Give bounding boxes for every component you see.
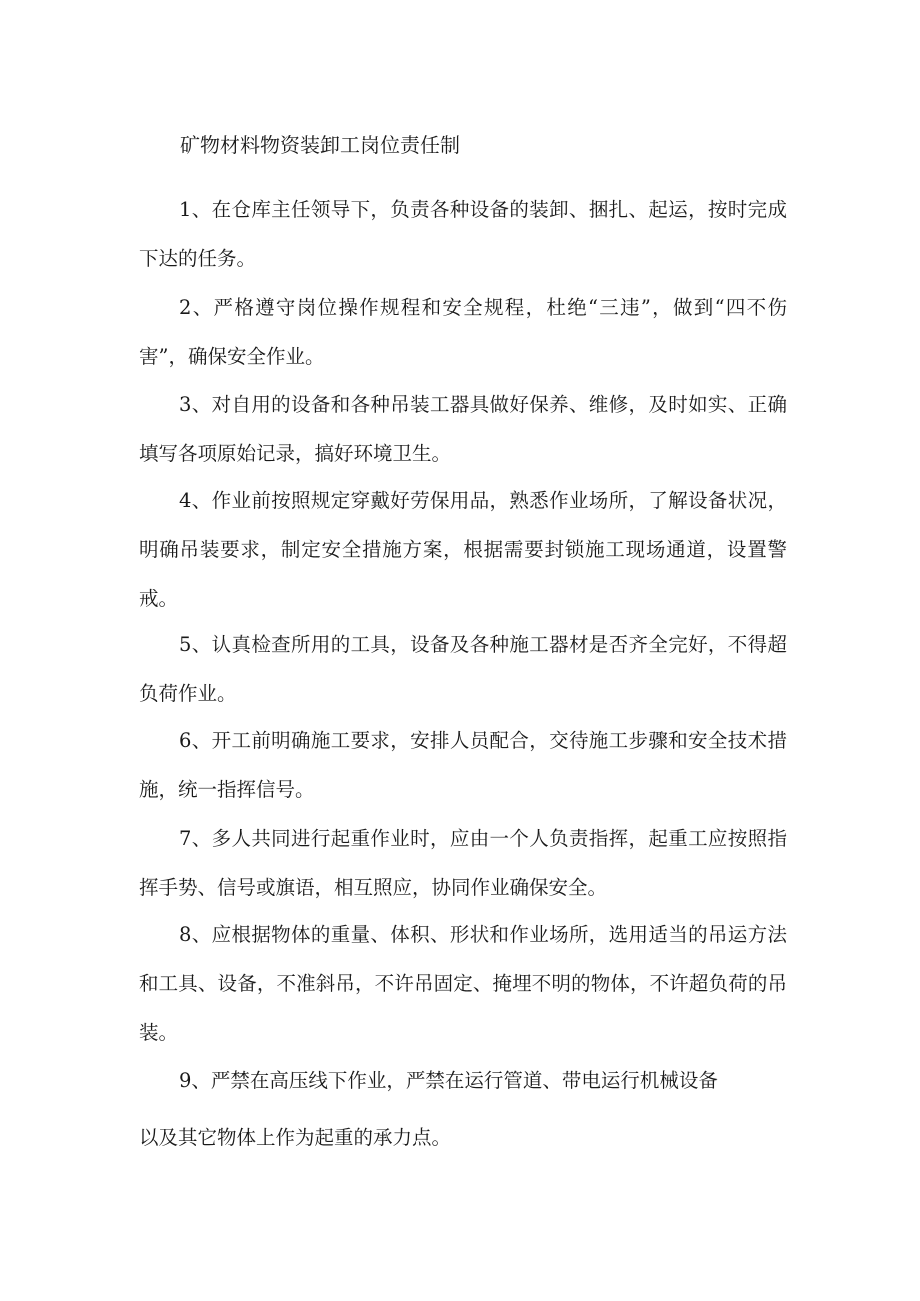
list-item: 7、多人共同进行起重作业时，应由一个人负责指挥，起重工应按照指挥手势、信号或旗语，相互照应，协同作业确保安全。 [139, 827, 787, 899]
list-item: 1、在仓库主任领导下，负责各种设备的装卸、捆扎、起运，按时完成下达的任务。 [139, 198, 787, 270]
document-title: 矿物材料物资装卸工岗位责任制 [180, 133, 460, 157]
list-item: 8、应根据物体的重量、体积、形状和作业场所，选用适当的吊运方法和工具、设备，不准斜吊，不许吊固定、掩埋不明的物体，不许超负荷的吊装。 [139, 923, 787, 1044]
list-item-continuation: 以及其它物体上作为起重的承力点。 [139, 1126, 452, 1149]
list-item: 5、认真检查所用的工具，设备及各种施工器材是否齐全完好，不得超负荷作业。 [139, 633, 787, 705]
list-item: 3、对自用的设备和各种吊装工器具做好保养、维修，及时如实、正确填写各项原始记录，搞好环境卫生。 [139, 393, 787, 465]
list-item: 9、严禁在高压线下作业，严禁在运行管道、带电运行机械设备 [179, 1069, 718, 1092]
list-item: 6、开工前明确施工要求，安排人员配合，交待施工步骤和安全技术措施，统一指挥信号。 [139, 729, 787, 801]
list-item: 4、作业前按照规定穿戴好劳保用品，熟悉作业场所，了解设备状况，明确吊装要求，制定安全措施方案，根据需要封锁施工现场通道，设置警戒。 [139, 489, 787, 610]
list-item: 2、严格遵守岗位操作规程和安全规程，杜绝“三违”，做到“四不伤害”，确保安全作业。 [139, 296, 787, 368]
